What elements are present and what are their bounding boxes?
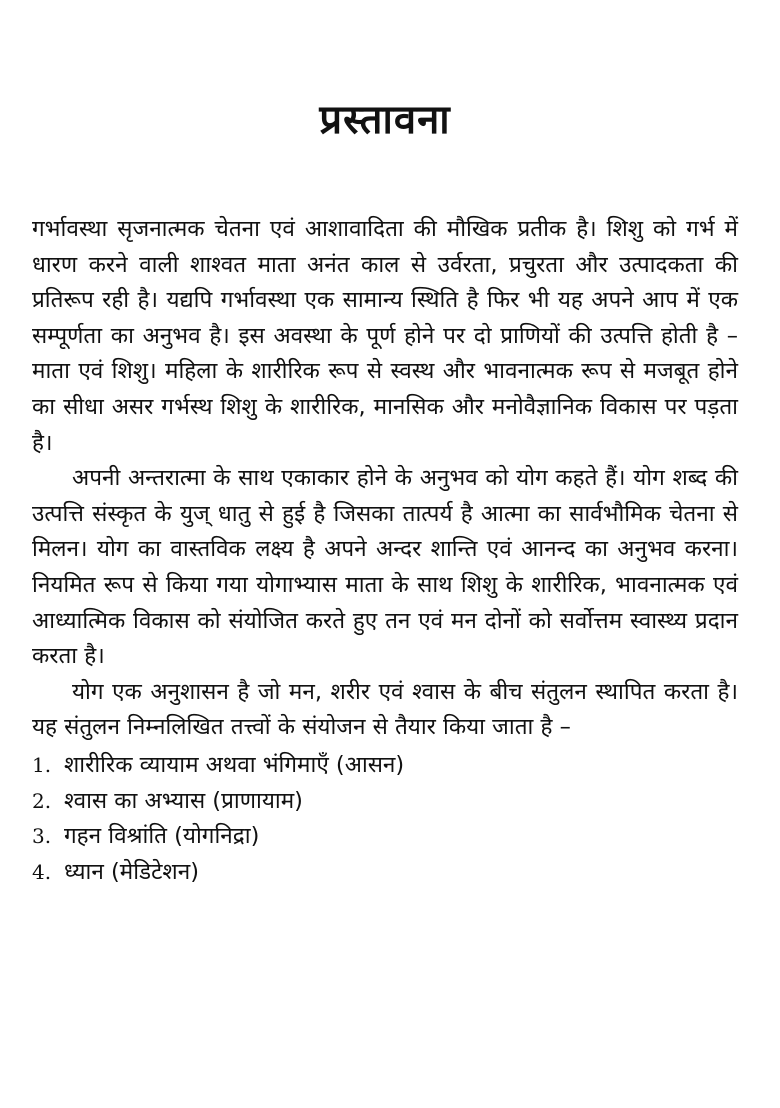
page-title: प्रस्तावना (319, 97, 451, 143)
list-item-number: 4. (32, 859, 52, 884)
paragraph-1: गर्भावस्था सृजनात्मक चेतना एवं आशावादिता की मौखिक प्रतीक है। शिशु को गर्भ में धारण करने वाली शाश्वत माता अनंत काल से उर्वरता, प्रचुरता और उत्पादकता की प्रतिरूप रही है। यद्यपि गर्भावस्था एक सामान्य स्थिति है फिर भी यह अपने आप में एक सम्पूर्णता का अनुभव है। इस अवस्था के पूर्ण होने पर दो प्राणियों की उत्पत्ति होती है – माता एवं शिशु। महिला के शारीरिक रूप से स्वस्थ और भावनात्मक रूप से मजबूत होने का सीधा असर गर्भस्थ शिशु के शारीरिक, मानसिक और मनोवैज्ञानिक विकास पर पड़ता है। (32, 216, 738, 456)
list-item-text: गहन विश्रांति (योगनिद्रा) (64, 823, 260, 850)
paragraph-3: योग एक अनुशासन है जो मन, शरीर एवं श्वास के बीच संतुलन स्थापित करता है। यह संतुलन निम्नलिखित तत्त्वों के संयोजन से तैयार किया जाता है – (32, 678, 738, 741)
list-item-text: ध्यान (मेडिटेशन) (64, 858, 199, 885)
list-item-text: श्वास का अभ्यास (प्राणायाम) (64, 787, 303, 814)
list-item-number: 2. (32, 788, 52, 813)
body-text (32, 212, 738, 890)
element-list (32, 748, 738, 890)
list-item (32, 748, 738, 784)
list-item-number: 3. (32, 824, 52, 849)
list-item-number: 1. (32, 752, 52, 777)
list-item (32, 819, 738, 855)
paragraph-2: अपनी अन्तरात्मा के साथ एकाकार होने के अनुभव को योग कहते हैं। योग शब्द की उत्पत्ति संस्कृत के युज् धातु से हुई है जिसका तात्पर्य है आत्मा का सार्वभौमिक चेतना से मिलन। योग का वास्तविक लक्ष्य है अपने अन्दर शान्ति एवं आनन्द का अनुभव करना। नियमित रूप से किया गया योगाभ्यास माता के साथ शिशु के शारीरिक, भावनात्मक एवं आध्यात्मिक विकास को संयोजित करते हुए तन एवं मन दोनों को सर्वोत्तम स्वास्थ्य प्रदान करता है। (32, 465, 738, 670)
list-item (32, 784, 738, 820)
list-item (32, 855, 738, 891)
list-item-text: शारीरिक व्यायाम अथवा भंगिमाएँ (आसन) (64, 751, 405, 778)
